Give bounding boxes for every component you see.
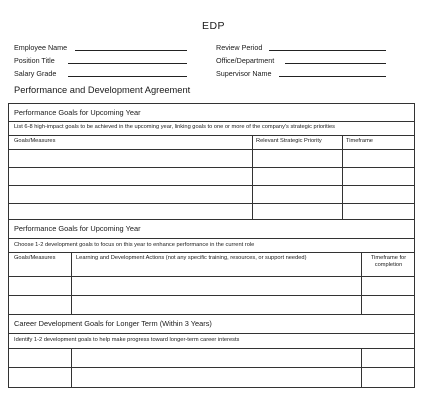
office-department-line[interactable] bbox=[285, 63, 386, 64]
employee-name-label: Employee Name bbox=[14, 43, 68, 52]
section3-title: Career Development Goals for Longer Term (Within 3 Years) bbox=[14, 319, 212, 328]
section2-instruction: Choose 1-2 development goals to focus on this year to enhance performance in the current role bbox=[14, 242, 255, 248]
employee-name-line[interactable] bbox=[75, 50, 187, 51]
column-divider bbox=[252, 135, 253, 219]
section1-col-goals: Goals/Measures bbox=[14, 138, 56, 144]
table-row[interactable] bbox=[9, 295, 415, 296]
section1-col-priority: Relevant Strategic Priority bbox=[256, 138, 322, 144]
section1-title: Performance Goals for Upcoming Year bbox=[14, 108, 141, 117]
section1-col-timeframe: Timeframe bbox=[346, 138, 373, 144]
section2-title: Performance Goals for Upcoming Year bbox=[14, 224, 141, 233]
section2-col-timeframe bbox=[362, 255, 415, 269]
divider bbox=[9, 348, 415, 349]
review-period-line[interactable] bbox=[269, 50, 386, 51]
agreement-heading: Performance and Development Agreement bbox=[14, 85, 191, 95]
divider bbox=[9, 121, 415, 122]
column-divider bbox=[71, 252, 72, 314]
section2-col-actions: Learning and Development Actions (not any specific training, resources, or support needed) bbox=[76, 255, 307, 261]
divider bbox=[9, 333, 415, 334]
table-row[interactable] bbox=[9, 185, 415, 186]
salary-grade-label: Salary Grade bbox=[14, 69, 57, 78]
column-divider bbox=[361, 252, 362, 314]
divider bbox=[9, 149, 415, 150]
review-period-label: Review Period bbox=[216, 43, 263, 52]
position-title-line[interactable] bbox=[68, 63, 187, 64]
section2-col-timeframe-line1: Timeframe for bbox=[370, 255, 407, 261]
column-divider bbox=[342, 135, 343, 219]
divider bbox=[9, 252, 415, 253]
supervisor-name-label: Supervisor Name bbox=[216, 69, 272, 78]
column-divider bbox=[361, 348, 362, 388]
table-row[interactable] bbox=[9, 276, 415, 277]
section2-col-goals: Goals/Measures bbox=[14, 255, 56, 261]
section3-instruction: Identify 1-2 development goals to help make progress toward longer-term career interests bbox=[14, 337, 240, 343]
divider bbox=[9, 135, 415, 136]
document-title: EDP bbox=[201, 20, 226, 32]
section1-instruction: List 6-8 high-impact goals to be achieved in the upcoming year, linking goals to one or more of the company's strategic priorities bbox=[14, 124, 336, 130]
supervisor-name-line[interactable] bbox=[279, 76, 386, 77]
table-row[interactable] bbox=[9, 167, 415, 168]
office-department-label: Office/Department bbox=[216, 56, 275, 65]
position-title-label: Position Title bbox=[14, 56, 55, 65]
salary-grade-line[interactable] bbox=[68, 76, 187, 77]
divider bbox=[9, 219, 415, 220]
column-divider bbox=[71, 348, 72, 388]
table-row[interactable] bbox=[9, 203, 415, 204]
divider bbox=[9, 314, 415, 315]
section2-col-timeframe-line2: completion bbox=[374, 262, 403, 268]
divider bbox=[9, 238, 415, 239]
form-table bbox=[8, 103, 415, 388]
table-row[interactable] bbox=[9, 367, 415, 368]
